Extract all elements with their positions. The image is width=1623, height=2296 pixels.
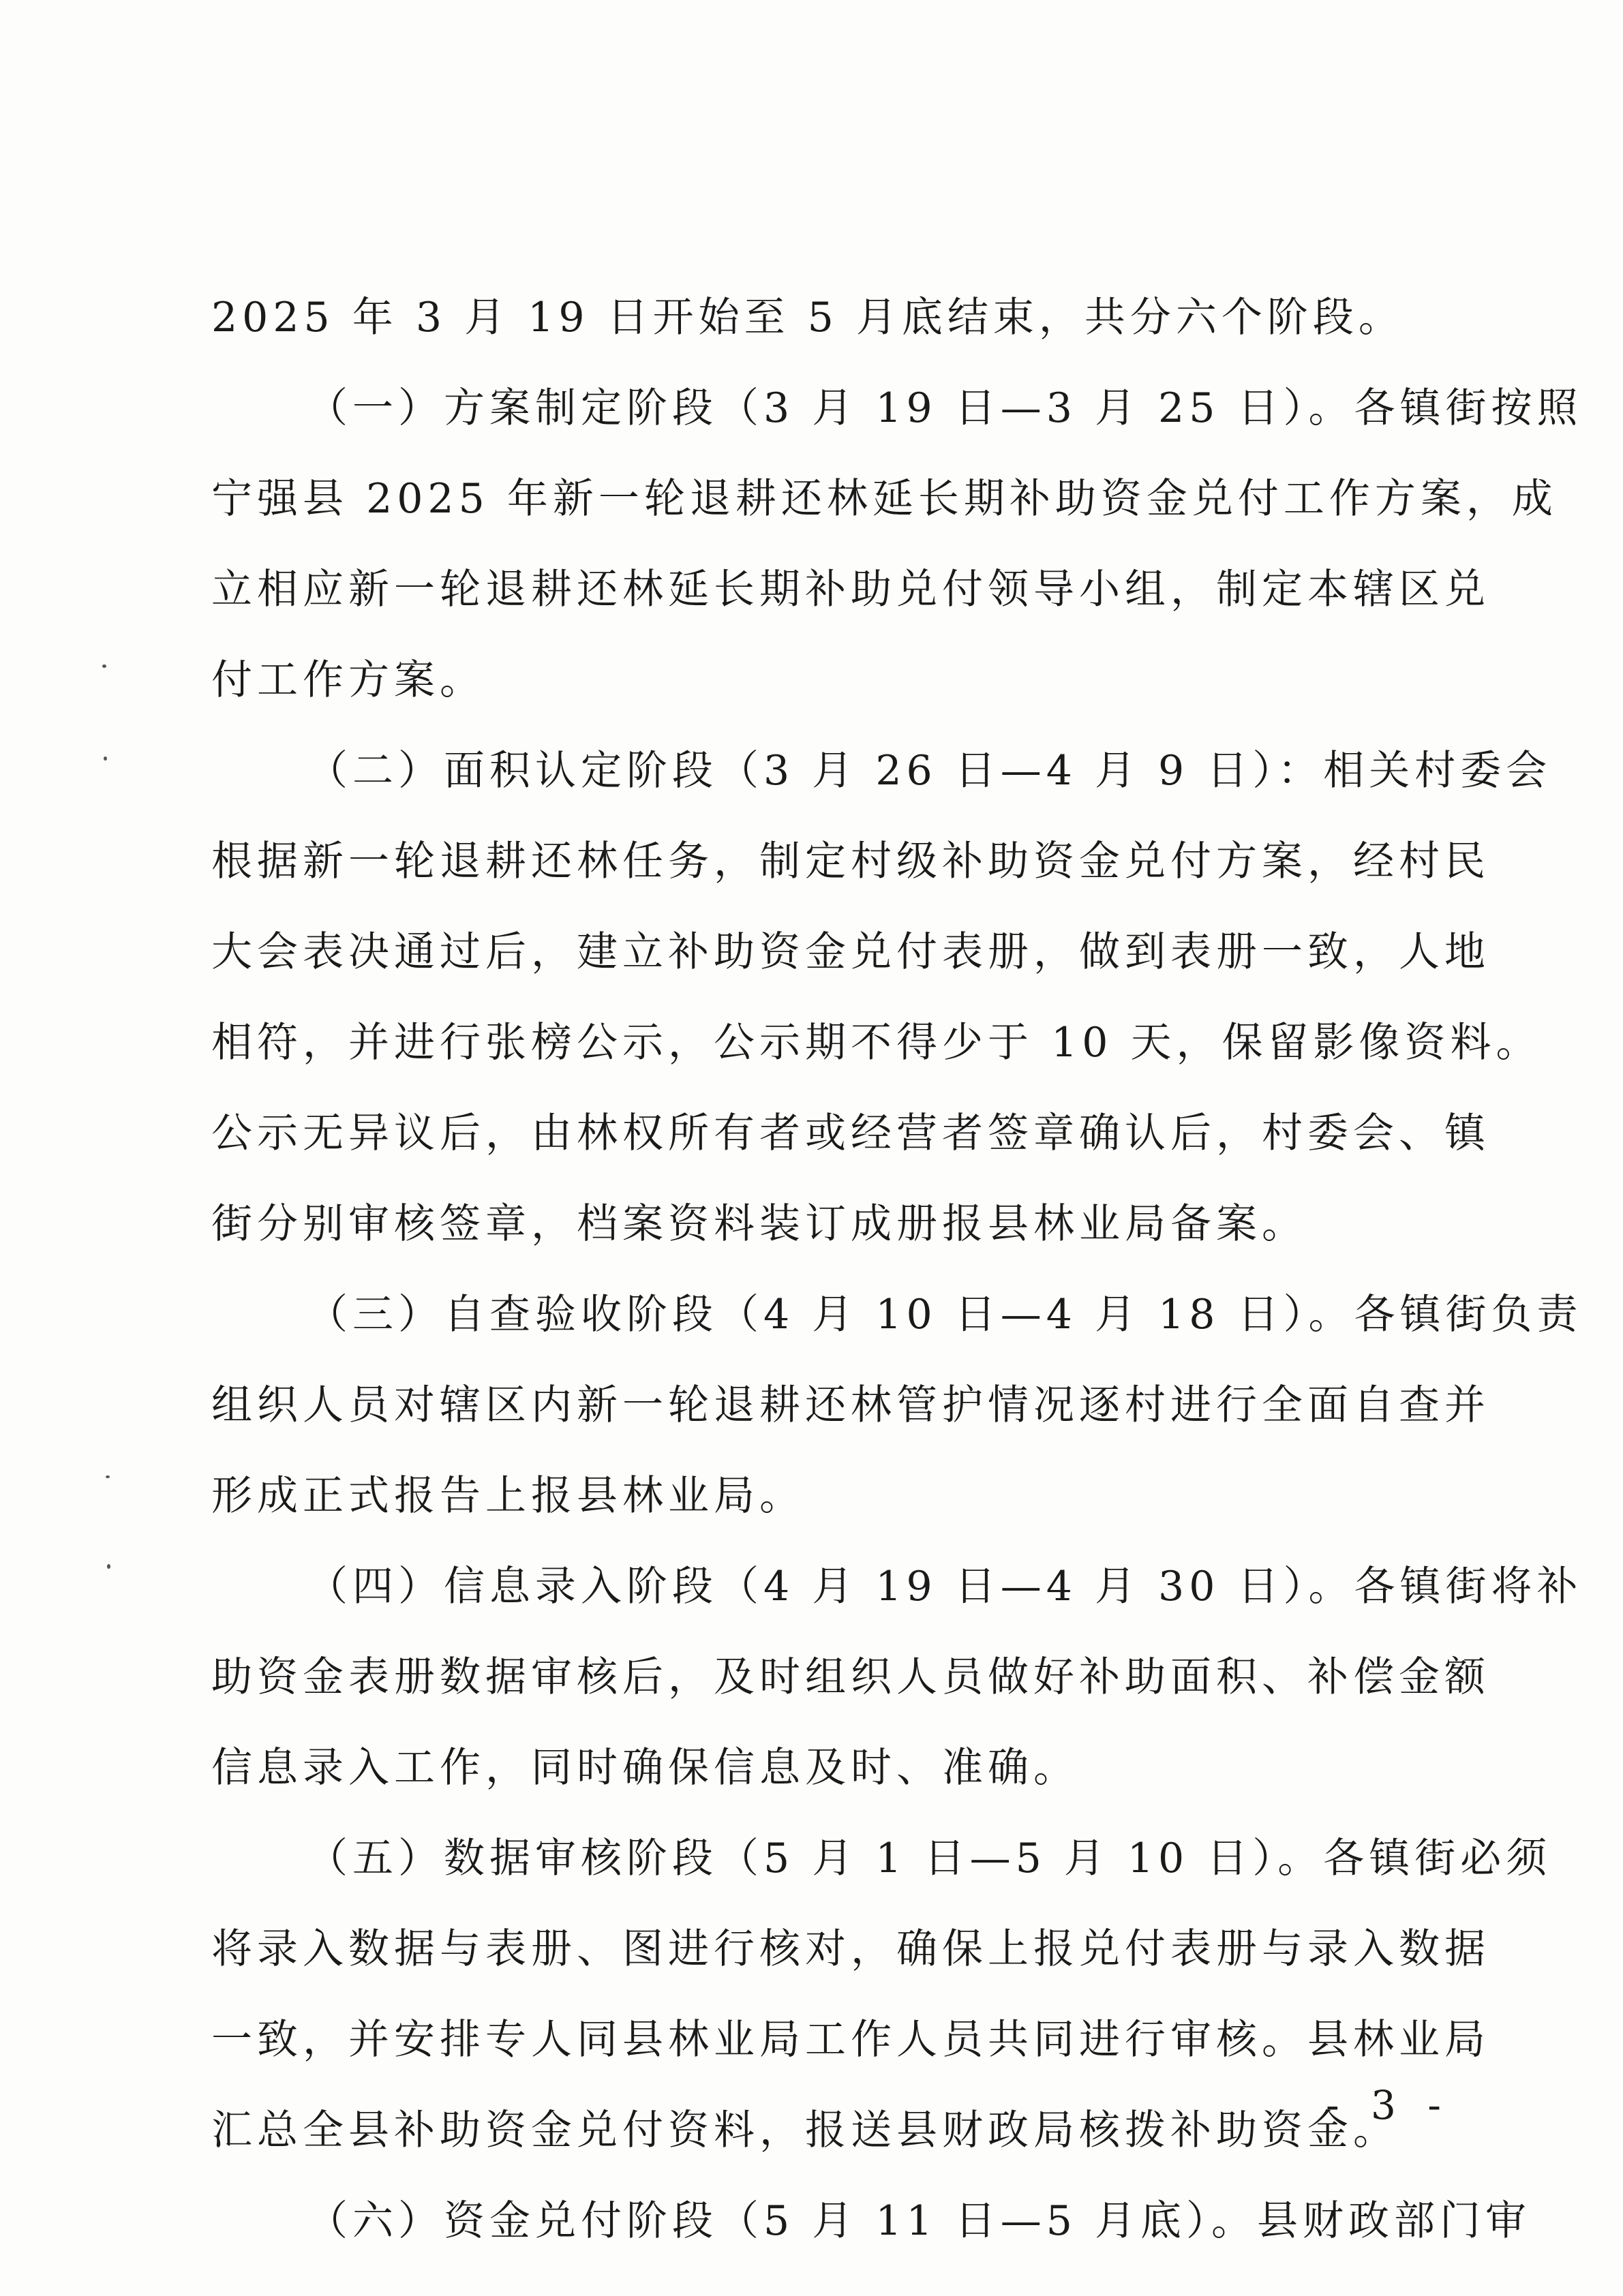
page-number: - 3 - [1326,2082,1451,2128]
text-line: （三）自查验收阶段（4 月 10 日—4 月 18 日）。各镇街负责 [307,1291,1583,1338]
text-line: 立相应新一轮退耕还林延长期补助兑付领导小组，制定本辖区兑 [211,566,1490,613]
scan-speck [102,664,106,668]
text-line: 汇总全县补助资金兑付资料，报送县财政局核拨补助资金。 [211,2107,1399,2154]
paragraph-stage-2 [211,726,1552,1270]
text-line: 大会表决通过后，建立补助资金兑付表册，做到表册一致，人地 [211,928,1490,976]
text-line: （四）信息录入阶段（4 月 19 日—4 月 30 日）。各镇街将补 [307,1563,1583,1610]
paragraph-stage-3 [211,1270,1583,1542]
text-line: （一）方案制定阶段（3 月 19 日—3 月 25 日）。各镇街按照 [307,384,1583,432]
text-line: 将录入数据与表册、图进行核对，确保上报兑付表册与录入数据 [211,1925,1490,1973]
scan-speck [107,1564,110,1569]
text-line: 相符，并进行张榜公示，公示期不得少于 10 天，保留影像资料。 [211,1019,1542,1067]
text-line: （二）面积认定阶段（3 月 26 日—4 月 9 日）：相关村委会 [307,747,1552,795]
text-line: 助资金表册数据审核后，及时组织人员做好补助面积、补偿金额 [211,1653,1490,1701]
text-line: 街分别审核签章，档案资料装订成册报县林业局备案。 [211,1200,1307,1248]
text-line: 组织人员对辖区内新一轮退耕还林管护情况逐村进行全面自查并 [211,1381,1490,1429]
text-line: 根据新一轮退耕还林任务，制定村级补助资金兑付方案，经村民 [211,838,1490,885]
text-line: 2025 年 3 月 19 日开始至 5 月底结束，共分六个阶段。 [211,294,1404,341]
document-body [211,273,1583,2267]
text-line: （六）资金兑付阶段（5 月 11 日—5 月底）。县财政部门审 [307,2197,1531,2245]
scan-speck [106,1475,110,1478]
text-line: 宁强县 2025 年新一轮退耕还林延长期补助资金兑付工作方案，成 [211,475,1558,523]
paragraph-stage-1 [211,363,1583,726]
text-line: 付工作方案。 [211,656,485,704]
text-line: 一致，并安排专人同县林业局工作人员共同进行审核。县林业局 [211,2016,1490,2064]
paragraph-continuation [211,273,1421,363]
text-line: 公示无异议后，由林权所有者或经营者签章确认后，村委会、镇 [211,1109,1490,1157]
paragraph-stage-4 [211,1542,1583,1813]
paragraph-stage-5 [211,1813,1552,2176]
text-line: （五）数据审核阶段（5 月 1 日—5 月 10 日）。各镇街必须 [307,1835,1552,1882]
scan-speck [104,756,107,761]
text-line: 信息录入工作，同时确保信息及时、准确。 [211,1744,1079,1792]
text-line: 形成正式报告上报县林业局。 [211,1472,805,1520]
paragraph-stage-6 [211,2176,1531,2267]
